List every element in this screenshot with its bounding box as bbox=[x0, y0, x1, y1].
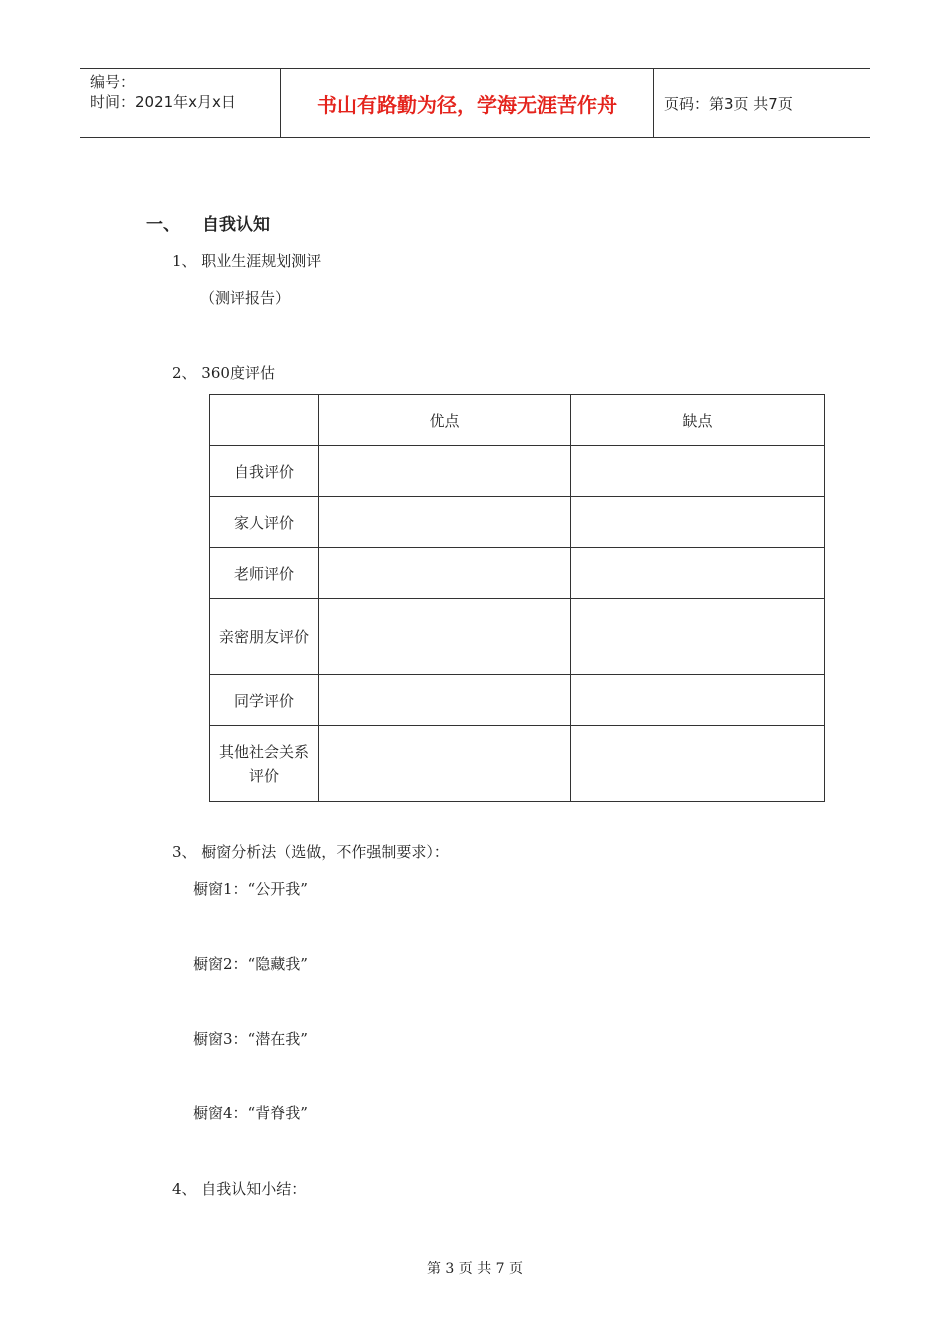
item3-title: 3、 橱窗分析法（选做，不作强制要求）： bbox=[172, 843, 449, 861]
pros-cell bbox=[319, 599, 571, 675]
page-header bbox=[80, 68, 870, 138]
section-heading bbox=[146, 210, 270, 235]
cons-cell bbox=[571, 726, 825, 802]
window-item: 橱窗3：“潜在我” bbox=[193, 1030, 308, 1048]
section-number: 一、 bbox=[146, 215, 180, 235]
item1-title: 1、 职业生涯规划测评 bbox=[172, 252, 322, 270]
table-header-cell bbox=[210, 395, 319, 446]
window-item: 橱窗1：“公开我” bbox=[193, 880, 308, 898]
table-row bbox=[210, 599, 825, 675]
table-row bbox=[210, 726, 825, 802]
row-label-text: 亲密朋友评价 bbox=[218, 627, 309, 646]
item2-title: 2、 360度评估 bbox=[172, 364, 275, 382]
row-label: 家人评价 bbox=[210, 497, 319, 548]
cons-cell bbox=[571, 599, 825, 675]
row-label-text: 其他社会关系评价 bbox=[218, 742, 309, 785]
table-header-cons: 缺点 bbox=[571, 395, 825, 446]
pros-cell bbox=[319, 548, 571, 599]
table-row bbox=[210, 446, 825, 497]
cons-cell bbox=[571, 497, 825, 548]
pros-cell bbox=[319, 446, 571, 497]
header-motto: 书山有路勤为径，学海无涯苦作舟 bbox=[281, 69, 654, 137]
table-header-pros: 优点 bbox=[319, 395, 571, 446]
row-label bbox=[210, 599, 319, 675]
row-label: 老师评价 bbox=[210, 548, 319, 599]
evaluation-table bbox=[209, 394, 825, 802]
row-label: 自我评价 bbox=[210, 446, 319, 497]
cons-cell bbox=[571, 446, 825, 497]
window-item: 橱窗2：“隐藏我” bbox=[193, 955, 308, 973]
row-label: 同学评价 bbox=[210, 675, 319, 726]
table-row bbox=[210, 675, 825, 726]
pros-cell bbox=[319, 726, 571, 802]
item4-title: 4、 自我认知小结： bbox=[172, 1180, 307, 1198]
pros-cell bbox=[319, 675, 571, 726]
header-meta bbox=[80, 69, 281, 137]
item1-note: （测评报告） bbox=[200, 289, 291, 307]
table-row bbox=[210, 548, 825, 599]
table-header-row bbox=[210, 395, 825, 446]
document-number-label: 编号： bbox=[90, 73, 136, 91]
header-page-code: 页码：第3页 共7页 bbox=[664, 94, 793, 113]
table-row bbox=[210, 497, 825, 548]
cons-cell bbox=[571, 548, 825, 599]
section-title: 自我认知 bbox=[202, 215, 270, 235]
document-date: 时间：2021年x月x日 bbox=[90, 93, 236, 111]
cons-cell bbox=[571, 675, 825, 726]
pros-cell bbox=[319, 497, 571, 548]
window-item: 橱窗4：“背脊我” bbox=[193, 1104, 308, 1122]
row-label bbox=[210, 726, 319, 802]
page-footer: 第 3 页 共 7 页 bbox=[426, 1261, 524, 1277]
